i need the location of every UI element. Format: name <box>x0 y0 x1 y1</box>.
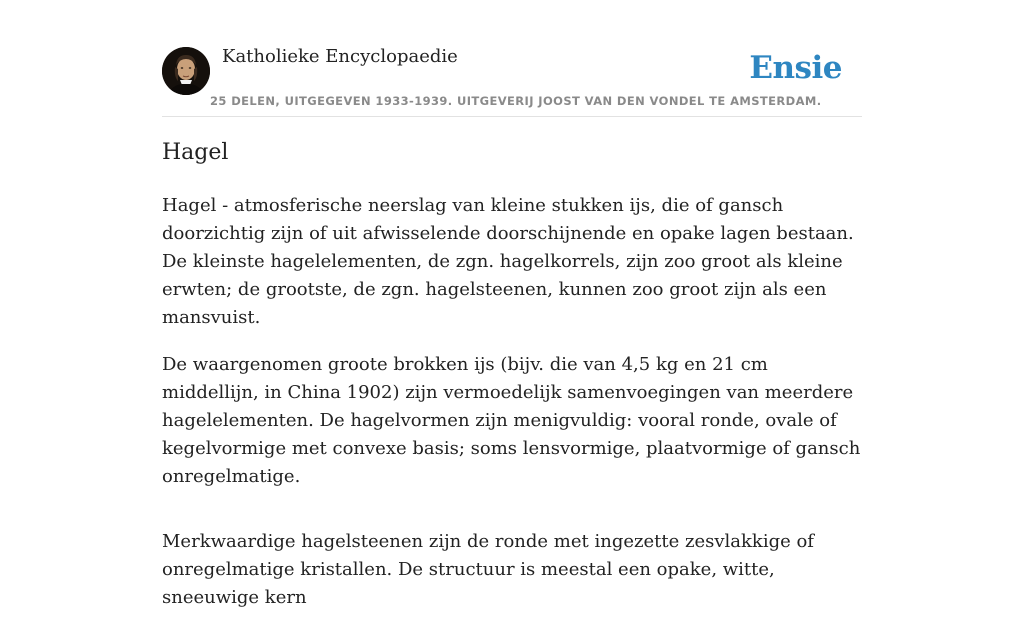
portrait-icon <box>162 47 210 95</box>
article-body <box>162 192 862 631</box>
source-subtitle: 25 DELEN, UITGEGEVEN 1933-1939. UITGEVERIJ JOOST VAN DEN VONDEL TE AMSTERDAM. <box>210 94 822 108</box>
site-header <box>162 40 862 117</box>
source-title[interactable]: Katholieke Encyclopaedie <box>222 46 458 67</box>
article-paragraph: Hagel - atmosferische neerslag van kleine stukken ijs, die of gansch doorzichtig zijn of uit afwisselende doorschijnende en opake lagen bestaan. De kleinste hagelelementen, de zgn. hagelkorrels, zijn zoo groot als kleine erwten; de grootste, de zgn. hagelsteenen, kunnen zoo groot zijn als een mansvuist. <box>162 195 854 328</box>
portrait-avatar[interactable] <box>162 47 210 95</box>
article-title: Hagel <box>162 140 229 165</box>
article-paragraph: De waargenomen groote brokken ijs (bijv. die van 4,5 kg en 21 cm middellijn, in China 1902) zijn vermoedelijk samenvoegingen van meerdere hagelelementen. De hagelvormen zijn menigvuldig: vooral ronde, ovale of kegelvormige met convexe basis; soms lensvormige, plaatvormige of gansch onregelmatige. <box>162 354 861 487</box>
brand-logo-link[interactable]: Ensie <box>749 50 842 86</box>
article-paragraph: Merkwaardige hagelsteenen zijn de ronde met ingezette zesvlakkige of onregelmatige kristallen. De structuur is meestal een opake, witte, sneeuwige kern <box>162 531 814 608</box>
